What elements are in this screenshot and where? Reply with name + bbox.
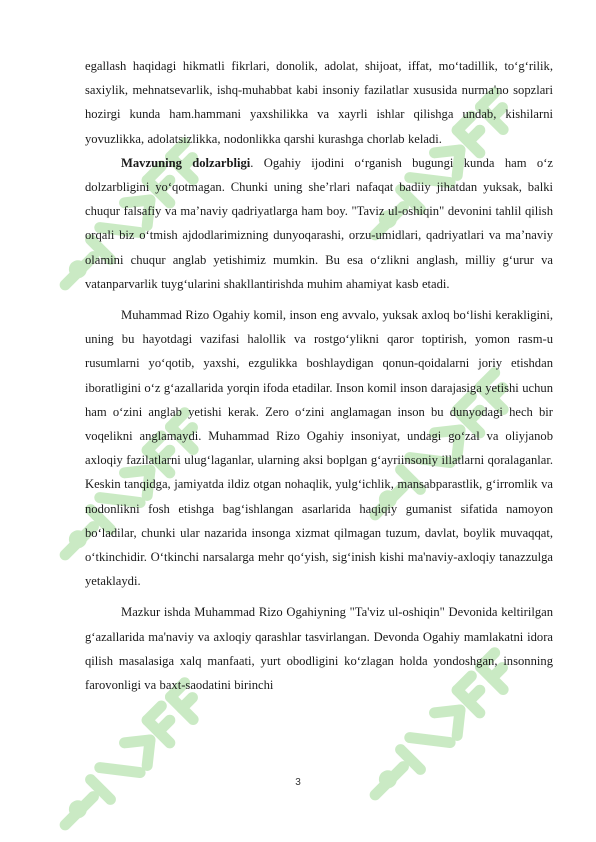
paragraph-3-text: Muhammad Rizo Ogahiy komil, inson eng avvalo, yuksak axloq bo‘lishi kerakligini, uning bu hayotdagi vazifasi halollik va rostgo‘ylikni qaror toptirish, yomon rasm-u rusumlarni yo‘qotib, yaxshi, ezgulikka boshlaydigan qonun-qoidalarni joriy etishdan iboratligini o‘z g‘azallarida yorqin ifoda etadilar. Inson komil inson darajasiga yetishi uchun ham o‘zini anglab yetishi kerak. Zero o‘zini anglamagan inson bu dunyodagi hech bir voqelikni anglamaydi. Muhammad Rizo Ogahiy insoniyat, undagi go‘zal va oliyjanob axloqiy fazilatlarni ulug‘laganlar, ularning aksi boplgan g‘ayriinsoniy illatlarni qoralaganlar. Keskin tanqidga, jamiyatda ildiz otgan nohaqlik, yulg‘ichlik, mansabparastlik, g‘irromlik va nodonlikni fosh etishga bag‘ishlangan asarlarida haqiqiy gumanist sifatida namoyon bo‘ladilar, chunki ular nazarida insonga xizmat qilmagan tuzum, davlat, boylik muvaqqat, o‘tkinchidir. O‘tkinchi narsalarga mehr qo‘yish, sig‘inish kishi ma'naviy-axloqiy tanazzulga yetaklaydi. [85, 308, 553, 589]
paragraph-1-text: egallash haqidagi hikmatli fikrlari, donolik, adolat, shijoat, iffat, mo‘tadillik, to‘g‘rilik, saxiylik, mehnatsevarlik, ishq-muhabbat kabi insoniy fazilatlar xususida nurma'no sopzlari hozirgi kunda ham.hammani yaxshilikka va xayrli ishlar qilishga undab, kishilarni yovuzlikka, adolatsizlikka, nodonlikka qarshi kurashga chorlab keladi. [85, 59, 553, 146]
watermark-mark-5 [54, 683, 207, 836]
paragraph-2 [85, 151, 553, 296]
paragraph-2-heading: Mavzuning dolzarbligi [121, 155, 251, 170]
paragraph-4-text: Mazkur ishda Muhammad Rizo Ogahiyning "Ta'viz ul-oshiqin" Devonida keltirilgan g‘azallarida ma'naviy va axloqiy qarashlar tasvirlangan. Devonda Ogahiy mamlakatni idora qilish masalasiga xalq manfaati, yurt obodligini ko‘zlagan holda yondoshgan, insonning farovonligi va baxt-saodatini birinchi [85, 605, 553, 693]
paragraph-4 [85, 600, 553, 697]
paragraph-1 [85, 54, 553, 151]
page-number: 3 [295, 777, 301, 788]
paragraph-2-text: . Ogahiy ijodini o‘rganish bugungi kunda ham o‘z dolzarbligini yo‘qotmagan. Chunki uning she’rlari nafaqat badiiy jihatdan yuksak, balki chuqur falsafiy va ma’naviy qadriyatlarga ham boy. "Taviz ul-oshiqin" devonini tahlil qilish orqali biz o‘tmish ajdodlarimizning dunyoqarashi, orzu-umidlari, qadriyatlari va ma’naviy olamini chuqur anglab yetishimiz mumkin. Bu esa o‘zlikni anglash, milliy g‘urur va vatanparvarlik tuyg‘ularini shakllantirishda muhim ahamiyat kasb etadi. [85, 155, 553, 291]
document-body [85, 54, 553, 697]
paragraph-3 [85, 303, 553, 593]
